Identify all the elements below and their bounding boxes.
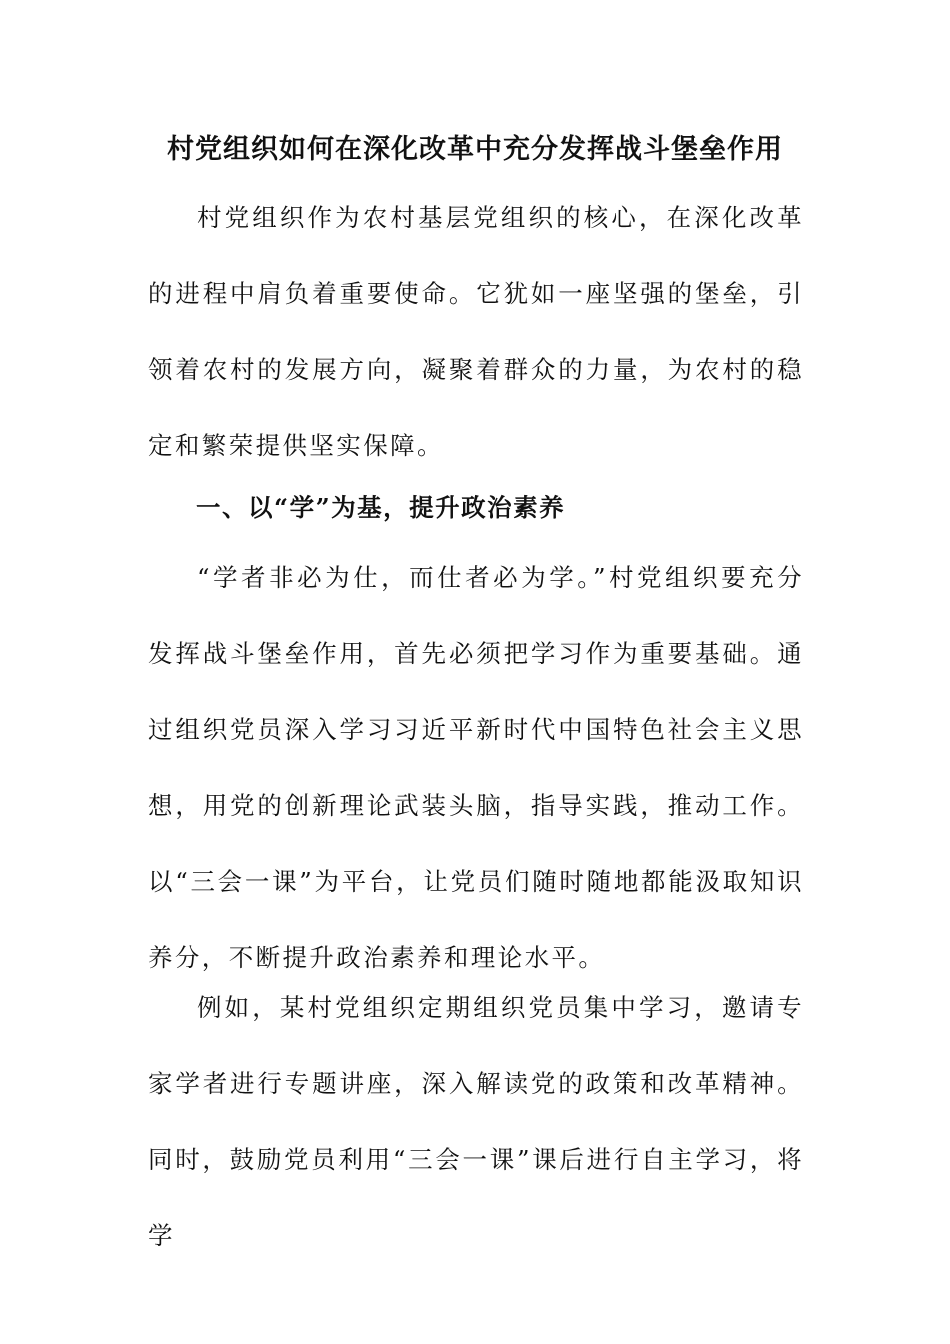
section-heading: 一、以“学”为基，提升政治素养 bbox=[196, 493, 566, 522]
intro-paragraph: 村党组织作为农村基层党组织的核心，在深化改革的进程中肩负着重要使命。它犹如一座坚强的堡垒，引领着农村的发展方向，凝聚着群众的力量，为农村的稳定和繁荣提供坚实保障。 bbox=[148, 203, 804, 460]
document-title: 村党组织如何在深化改革中充分发挥战斗堡垒作用 bbox=[167, 134, 783, 165]
section-paragraph-1: “学者非必为仕，而仕者必为学。”村党组织要充分发挥战斗堡垒作用，首先必须把学习作为重要基础。通过组织党员深入学习习近平新时代中国特色社会主义思想，用党的创新理论武装头脑，指导实践，推动工作。以“三会一课”为平台，让党员们随时随地都能汲取知识养分，不断提升政治素养和理论水平。 bbox=[148, 563, 804, 972]
section-paragraph-2: 例如，某村党组织定期组织党员集中学习，邀请专家学者进行专题讲座，深入解读党的政策和改革精神。同时，鼓励党员利用“三会一课”课后进行自主学习，将学 bbox=[148, 993, 804, 1250]
